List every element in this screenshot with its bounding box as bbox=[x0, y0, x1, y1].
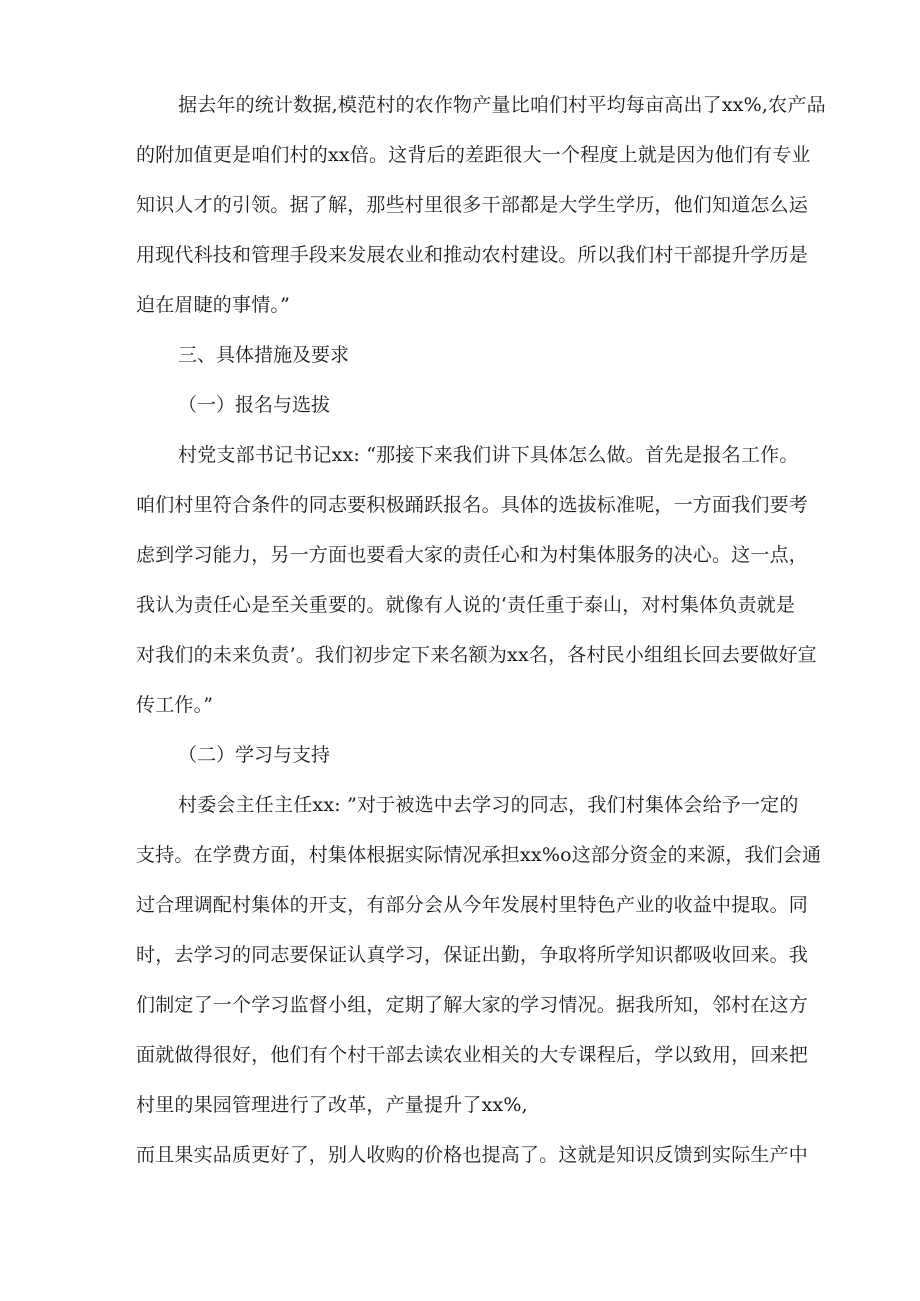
paragraph-line: 传工作。” bbox=[136, 694, 214, 716]
paragraph-line: 时，去学习的同志要保证认真学习，保证出勤，争取将所学知识都吸收回来。我 bbox=[136, 944, 809, 966]
paragraph-line: 据去年的统计数据,模范村的农作物产量比咱们村平均每亩高出了xx%,农产品 bbox=[178, 94, 826, 116]
paragraph-line: 用现代科技和管理手段来发展农业和推动农村建设。所以我们村干部提升学历是 bbox=[136, 244, 809, 266]
section-heading: 三、具体措施及要求 bbox=[178, 344, 350, 366]
paragraph-line: 对我们的未来负责’。我们初步定下来名额为xx名，各村民小组组长回去要做好宣 bbox=[136, 644, 817, 666]
paragraph-line: 支持。在学费方面，村集体根据实际情况承担xx%o这部分资金的来源，我们会通 bbox=[136, 844, 822, 866]
paragraph-line: 村委会主任主任xx: ”对于被选中去学习的同志，我们村集体会给予一定的 bbox=[178, 794, 799, 816]
paragraph-line: 过合理调配村集体的开支，有部分会从今年发展村里特色产业的收益中提取。同 bbox=[136, 894, 809, 916]
paragraph-line: 咱们村里符合条件的同志要积极踊跃报名。具体的选拔标准呢，一方面我们要考 bbox=[136, 494, 809, 516]
paragraph-line: 的附加值更是咱们村的xx倍。这背后的差距很大一个程度上就是因为他们有专业 bbox=[136, 144, 811, 166]
paragraph-line: 村里的果园管理进行了改革，产量提升了xx%, bbox=[136, 1094, 528, 1116]
paragraph-line: 面就做得很好，他们有个村干部去读农业相关的大专课程后，学以致用，回来把 bbox=[136, 1044, 809, 1066]
sub-heading: （一）报名与选拔 bbox=[178, 394, 331, 416]
paragraph-line: 我认为责任心是至关重要的。就像有人说的‘责任重于泰山，对村集体负责就是 bbox=[136, 594, 796, 616]
paragraph-line: 们制定了一个学习监督小组，定期了解大家的学习情况。据我所知，邻村在这方 bbox=[136, 994, 809, 1016]
paragraph-line: 而且果实品质更好了，别人收购的价格也提高了。这就是知识反馈到实际生产中 bbox=[136, 1144, 809, 1166]
paragraph-line: 虑到学习能力，另一方面也要看大家的责任心和为村集体服务的决心。这一点， bbox=[136, 544, 809, 566]
paragraph-line: 村党支部书记书记xx: “那接下来我们讲下具体怎么做。首先是报名工作。 bbox=[178, 444, 799, 466]
paragraph-line: 知识人才的引领。据了解，那些村里很多干部都是大学生学历，他们知道怎么运 bbox=[136, 194, 809, 216]
sub-heading: （二）学习与支持 bbox=[178, 744, 331, 766]
paragraph-line: 迫在眉睫的事情。” bbox=[136, 294, 291, 316]
